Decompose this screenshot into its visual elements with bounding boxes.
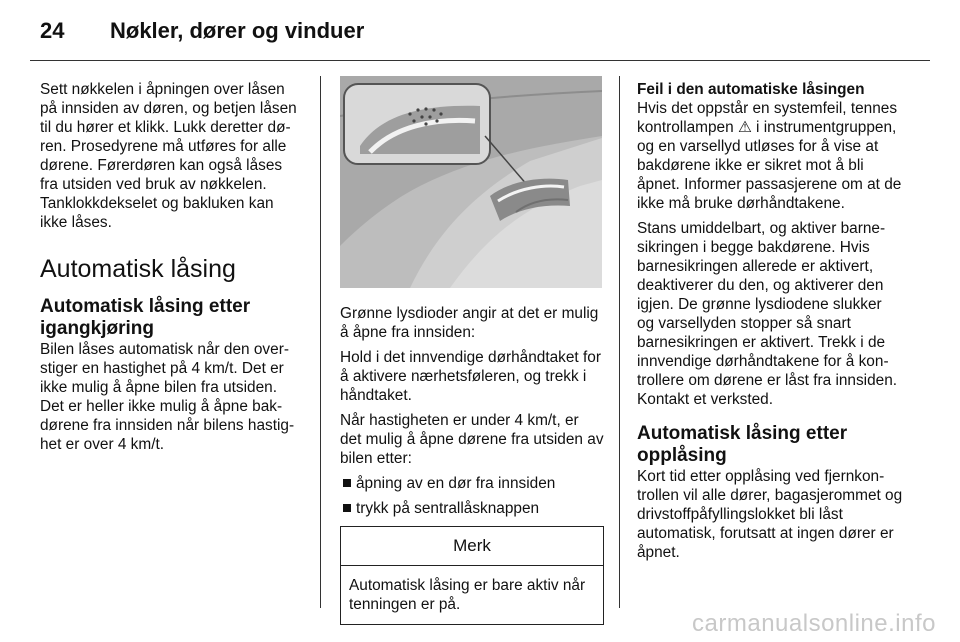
column-2 — [340, 80, 604, 625]
bullet-square-icon — [343, 504, 351, 512]
note-box — [340, 526, 604, 625]
speed-paragraph: Når hastigheten er under 4 km/t, er det mulig å åpne dørene fra utsiden av bilen etter: — [340, 412, 604, 467]
intro-paragraph: Sett nøkkelen i åpningen over låsen på innsiden av døren, og betjen låsen til du hører et klikk. Lukk deretter døren. Prosedyrene må utføres for alle dørene. Førerdøren kan også låses fra utsiden ved bruk av nøkkelen. Tanklokkdekselet og bakluken kan ikke låses. — [40, 81, 297, 231]
watermark: carmanualsonline.info — [692, 610, 936, 637]
column-divider-1 — [320, 76, 321, 608]
header-rule — [30, 60, 930, 61]
door-handle-illustration — [340, 76, 602, 288]
column-1 — [40, 80, 302, 460]
body-paragraph: Bilen låses automatisk når den overstiger en hastighet på 4 km/t. Det er ikke mulig å åpne bilen fra utsiden. Det er heller ikke mulig å åpne bakdørene fra innsiden når bilens hastighet er over 4 km/t. — [40, 341, 295, 453]
child-lock-paragraph: Stans umiddelbart, og aktiver barnesikringen i begge bakdørene. Hvis barnesikringen allerede er aktivert, deaktiverer du den, og aktiverer den igjen. De grønne lysdiodene slukker og varsellyden stopper så snart barnesikringen er aktivert. Trekk i de innvendige dørhåndtakene for å kontrollere om dørene er låst fra innsiden. Kontakt et verksted. — [637, 220, 898, 408]
page-header — [40, 18, 364, 44]
subsection-heading: Automatisk låsing etter igangkjøring — [40, 296, 251, 339]
fault-paragraph: Hvis det oppstår en systemfeil, tennes kontrollampen ⚠ i instrumentgruppen, og en varsellyd utløses for å vise at bakdørene ikke er sikret mot å bli åpnet. Informer passasjerene om at de ikke må bruke dørhåndtakene. — [637, 100, 902, 212]
bullet-item: åpning av en dør fra innsiden — [340, 474, 604, 493]
note-title: Merk — [341, 527, 603, 566]
handle-paragraph: Hold i det innvendige dørhåndtaket for å aktivere nærhetsføleren, og trekk i håndtaket. — [340, 349, 601, 404]
page-title: Nøkler, dører og vinduer — [110, 18, 365, 43]
column-3 — [637, 80, 903, 568]
subsection-heading-2: Automatisk låsing etter opplåsing — [637, 423, 848, 466]
led-paragraph: Grønne lysdioder angir at det er mulig å åpne fra innsiden: — [340, 305, 599, 341]
section-heading: Automatisk låsing — [40, 255, 236, 283]
note-text: Automatisk låsing er bare aktiv når tenningen er på. — [349, 577, 586, 613]
page-number: 24 — [40, 18, 65, 43]
fault-title: Feil i den automatiske låsingen — [637, 81, 865, 98]
column-divider-2 — [619, 76, 620, 608]
unlock-paragraph: Kort tid etter opplåsing ved fjernkontrollen vil alle dører, bagasjerommet og drivstoffpåfyllingslokket bli låst automatisk, forutsatt at ingen dører er åpnet. — [637, 468, 903, 561]
bullet-square-icon — [343, 479, 351, 487]
bullet-item: trykk på sentrallåsknappen — [340, 499, 604, 518]
